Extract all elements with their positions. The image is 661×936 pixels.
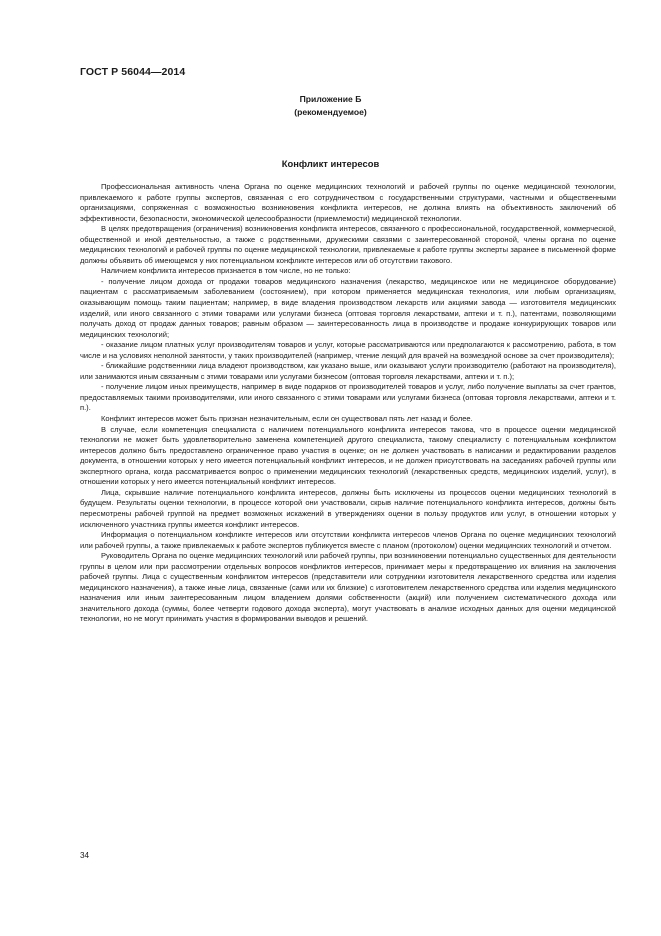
paragraph: Конфликт интересов может быть признан незначительным, если он существовал пять лет назад и более.	[101, 414, 473, 424]
paragraph: Информация о потенциальном конфликте интересов или отсутствии конфликта интересов членов Органа по оценке медицинских технологий или рабочей группы, а также привлекаемых к работе экспертов публикуется вместе с планом (протоколом) оценки медицинских технологий и отчетом.	[80, 530, 616, 550]
appendix-heading	[0, 93, 661, 119]
list-item: - ближайшие родственники лица владеют производством, как указано выше, или оказывают услуги производителю (работают на производителя), или занимаются иным связанным с этими товарами или услугами бизнесом (оптовая торговля лекарствами, аптеки и т. п.);	[80, 361, 616, 381]
list-item: - получение лицом иных преимуществ, например в виде подарков от производителей товаров и услуг, либо получение выплаты за счет грантов, предоставляемых такими производителями, или иного связанного с этими товарами или услугами бизнеса (оптовая торговля лекарствами, аптеки и т. п.).	[80, 382, 616, 413]
paragraph: Наличием конфликта интересов признается в том числе, но не только:	[101, 266, 351, 276]
paragraph: Руководитель Органа по оценке медицинских технологий или рабочей группы, при возникновении потенциально существенных для деятельности группы в целом или при рассмотрении отдельных вопросов конфликтов интересов, принимает меры к предотвращению их влияния на заключения рабочей группы. Лица с существенным конфликтом интересов (представители или сотрудники изготовителя лекарственного средства или изделия медицинского назначения), а также иные лица, связанные (сами или их близкие) с изготовителем лекарственного средства или изделия медицинского назначения или иным заинтересованным лицом владением долями собственности (акций) или получением систематического дохода или значительного дохода (суммы, более четверти годового дохода эксперта), могут участвовать в анализе исходных данных для оценки медицинской технологии, но не могут принимать участия в формировании выводов и решений.	[80, 551, 616, 624]
paragraph: Профессиональная активность члена Органа по оценке медицинских технологий и рабочей группы по оценке медицинской технологии, привлекаемого к работе группы экспертов, связанная с его сотрудничеством с государственными структурами, частными и общественными организациями, сопряженная с возможностью возникновения конфликта интересов, не должна влиять на объективность заключений об эффективности, безопасности, экономической целесообразности (приемлемости) медицинской технологии.	[80, 182, 616, 223]
section-title: Конфликт интересов	[281, 158, 380, 169]
paragraph: В целях предотвращения (ограничения) возникновения конфликта интересов, связанного с профессиональной, государственной, коммерческой, общественной и иной деятельностью, а также с родственными, дружескими связями с заинтересованной стороной, члены органа по оценке медицинских технологий и рабочей группы по оценке медицинской технологии, привлекаемые к работе группы эксперты заранее в письменной форме должны объявить об имеющемся у них потенциальном конфликте интересов или об отсутствии такового.	[80, 224, 616, 265]
appendix-status: (рекомендуемое)	[294, 107, 367, 117]
paragraph: Лица, скрывшие наличие потенциального конфликта интересов, должны быть исключены из процессов оценки медицинских технологий в будущем. Результаты оценки технологии, в процессе которой они участвовали, скрыв наличие потенциального конфликта интересов, должны быть пересмотрены рабочей группой на предмет возможных искажений в утверждениях оценки в пользу продуктов или услуг, в отношении которых у исключенного участника группы имеется конфликт интересов.	[80, 487, 616, 529]
list-item: - оказание лицом платных услуг производителям товаров и услуг, которые рассматриваются или предполагаются к рассмотрению, работа, в том числе и на условиях неполной занятости, у таких производителей (например, чтение лекций для врачей на возмездной основе за счет производителя);	[80, 340, 616, 360]
appendix-label: Приложение Б	[299, 94, 362, 104]
paragraph: В случае, если компетенция специалиста с наличием потенциального конфликта интересов такова, что в процессе оценки медицинской технологии не может быть удовлетворительно заменена компетенцией другого специалиста, такому специалисту с потенциальным конфликтом интересов должно быть предоставлено ограниченное право участия в оценке; он не должен участвовать в написании и редактировании разделов документа, в отношении которых у него имеется потенциальный конфликт интересов, и не должен присутствовать на заседаниях рабочей группы или экспертного органа, когда рассматривается вопрос о применении медицинских технологий (лекарственных средств, медицинских изделий, услуг), в отношении которых у него имеется потенциальный конфликт интересов.	[80, 424, 616, 487]
page-number: 34	[80, 851, 90, 860]
list-item: - получение лицом дохода от продажи товаров медицинского назначения (лекарство, медицинское или не медицинское оборудование) пациентам с рассматриваемым заболеванием (состоянием), при котором применяется медицинская технология, или любым организациям, оказывающим помощь таким пациентам; например, в виде владения производством лекарств или акциями завода — изготовителя медицинских изделий, или иного связанного с этими товарами или услугами бизнеса (оптовая торговля лекарствами, аптеки и т. п.), патентами, позволяющими получать доход от продаж данных товаров; равным образом — заинтересованность лица в производстве и продаже конкурирующих товаров или медицинских технологий;	[80, 276, 616, 339]
standard-header: ГОСТ Р 56044—2014	[80, 66, 186, 78]
body-text	[80, 182, 616, 625]
